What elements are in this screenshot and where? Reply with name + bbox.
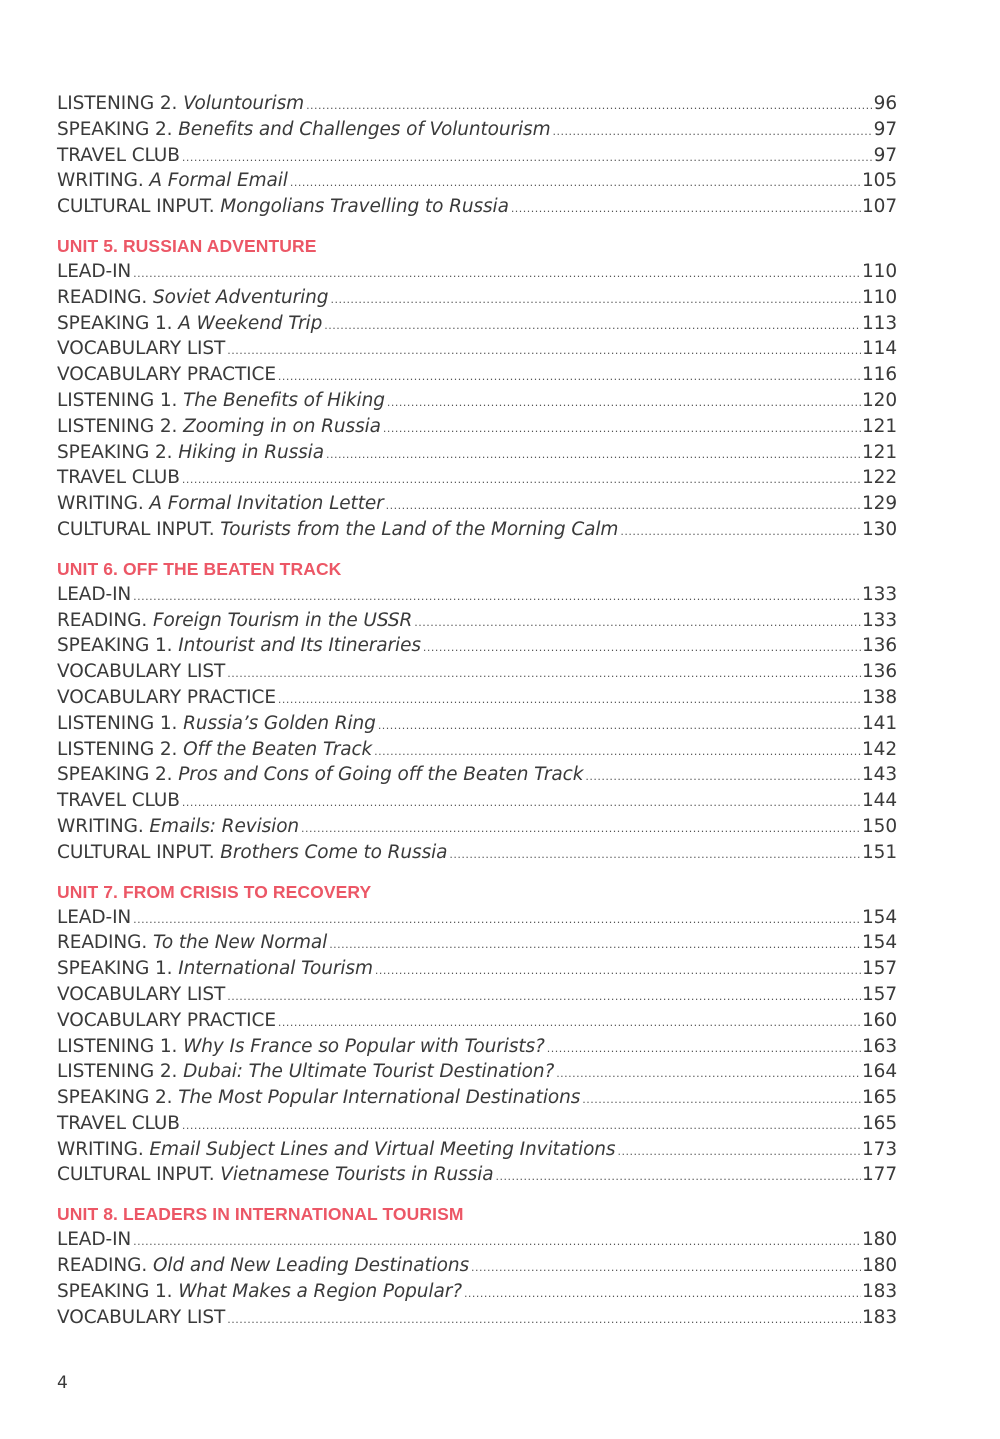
- section-type: WRITING.: [57, 493, 144, 515]
- toc-entry[interactable]: [57, 1279, 897, 1305]
- page-ref: 143: [861, 764, 897, 786]
- section-title: Zooming in on Russia: [183, 415, 381, 437]
- section-type: SPEAKING 1.: [57, 958, 173, 980]
- dot-leader: [278, 364, 861, 390]
- dot-leader: [306, 93, 873, 119]
- section-type: LISTENING 1.: [57, 389, 178, 411]
- table-of-contents: [57, 91, 897, 1330]
- section-type: LISTENING 2.: [57, 738, 178, 760]
- toc-entry[interactable]: [57, 1305, 897, 1331]
- dot-leader: [414, 610, 861, 636]
- toc-entry-label: [57, 1227, 131, 1253]
- toc-entry[interactable]: [57, 1162, 897, 1188]
- toc-entry[interactable]: [57, 117, 897, 143]
- toc-entry-label: [57, 1008, 276, 1034]
- toc-entry-label: [57, 685, 276, 711]
- toc-entry-label: [57, 143, 180, 169]
- section-title: Soviet Adventuring: [152, 286, 329, 308]
- toc-entry[interactable]: [57, 517, 897, 543]
- toc-entry[interactable]: [57, 711, 897, 737]
- section-type: WRITING.: [57, 1138, 144, 1160]
- unit-heading: UNIT 8. LEADERS IN INTERNATIONAL TOURISM: [57, 1204, 464, 1225]
- section-type: SPEAKING 2.: [57, 1087, 173, 1109]
- toc-entry[interactable]: [57, 259, 897, 285]
- toc-entry-label: [57, 1162, 493, 1188]
- section-title: Tourists from the Land of the Morning Calm: [220, 518, 619, 540]
- toc-entry-label: [57, 388, 385, 414]
- unit-heading: UNIT 6. OFF THE BEATEN TRACK: [57, 558, 342, 579]
- toc-entry[interactable]: [57, 762, 897, 788]
- toc-entry[interactable]: [57, 1085, 897, 1111]
- page-ref: 165: [861, 1087, 897, 1109]
- dot-leader: [387, 390, 861, 416]
- page-ref: 110: [861, 260, 897, 282]
- page-ref: 151: [861, 841, 897, 863]
- dot-leader: [227, 661, 861, 687]
- toc-entry-label: [57, 659, 225, 685]
- toc-entry[interactable]: [57, 956, 897, 982]
- section-type: CULTURAL INPUT.: [57, 841, 215, 863]
- section-title: Voluntourism: [183, 93, 305, 114]
- section-title: Russia’s Golden Ring: [183, 712, 376, 734]
- toc-entry-label: [57, 711, 376, 737]
- toc-entry-label: [57, 608, 412, 634]
- toc-entry[interactable]: [57, 1034, 897, 1060]
- page-ref: 121: [861, 415, 897, 437]
- page-ref: 97: [873, 118, 897, 140]
- section-type: LISTENING 2.: [57, 1061, 178, 1083]
- section-type: READING.: [57, 609, 148, 631]
- section-type: VOCABULARY PRACTICE: [57, 1009, 276, 1031]
- toc-entry[interactable]: [57, 440, 897, 466]
- dot-leader: [326, 442, 861, 468]
- page-ref: 180: [861, 1229, 897, 1251]
- toc-entry-label: [57, 91, 304, 117]
- section-type: SPEAKING 1.: [57, 312, 173, 334]
- toc-entry[interactable]: [57, 633, 897, 659]
- section-type: READING.: [57, 1255, 148, 1277]
- toc-entry-label: [57, 336, 225, 362]
- toc-entry[interactable]: [57, 414, 897, 440]
- section-type: TRAVEL CLUB: [57, 790, 180, 812]
- dot-leader: [553, 119, 873, 145]
- dot-leader: [227, 338, 861, 364]
- section-title: International Tourism: [178, 958, 373, 980]
- page-ref: 110: [861, 286, 897, 308]
- toc-entry[interactable]: [57, 465, 897, 491]
- dot-leader: [324, 313, 861, 339]
- section-title: To the New Normal: [152, 932, 328, 954]
- toc-entry[interactable]: [57, 582, 897, 608]
- toc-entry-label: [57, 582, 131, 608]
- toc-entry-label: [57, 1059, 554, 1085]
- toc-entry[interactable]: [57, 1227, 897, 1253]
- page-ref: 154: [861, 932, 897, 954]
- section-title: The Most Popular International Destinations: [178, 1087, 581, 1109]
- page-ref: 116: [861, 364, 897, 386]
- dot-leader: [495, 1164, 861, 1190]
- toc-entry-label: [57, 788, 180, 814]
- dot-leader: [133, 907, 861, 933]
- toc-entry-label: [57, 1085, 580, 1111]
- section-title: What Makes a Region Popular?: [178, 1280, 462, 1302]
- toc-entry-label: [57, 1305, 225, 1331]
- section-type: LISTENING 2.: [57, 93, 178, 114]
- dot-leader: [227, 1307, 861, 1333]
- dot-leader: [182, 1113, 861, 1139]
- toc-entry-label: [57, 1034, 545, 1060]
- page-ref: 157: [861, 958, 897, 980]
- toc-entry[interactable]: [57, 905, 897, 931]
- section-type: CULTURAL INPUT.: [57, 1164, 215, 1186]
- toc-entry-label: [57, 285, 328, 311]
- page-ref: 133: [861, 583, 897, 605]
- toc-entry-label: [57, 491, 384, 517]
- dot-leader: [378, 713, 861, 739]
- toc-entry[interactable]: [57, 1111, 897, 1137]
- section-type: SPEAKING 2.: [57, 764, 173, 786]
- section-title: Vietnamese Tourists in Russia: [220, 1164, 494, 1186]
- section-type: LISTENING 2.: [57, 415, 178, 437]
- section-title: Benefits and Challenges of Voluntourism: [178, 118, 551, 140]
- toc-entry-label: [57, 311, 322, 337]
- page-ref: 114: [861, 338, 897, 360]
- section-type: LISTENING 1.: [57, 1035, 178, 1057]
- dot-leader: [511, 196, 861, 222]
- page-ref: 120: [861, 389, 897, 411]
- unit-heading: UNIT 7. FROM CRISIS TO RECOVERY: [57, 881, 372, 902]
- toc-entry[interactable]: [57, 930, 897, 956]
- toc-entry-label: [57, 737, 372, 763]
- toc-entry-label: [57, 1279, 462, 1305]
- section-type: TRAVEL CLUB: [57, 467, 180, 489]
- dot-leader: [375, 958, 861, 984]
- toc-entry-label: [57, 259, 131, 285]
- page-ref: 136: [861, 661, 897, 683]
- toc-entry[interactable]: [57, 143, 897, 169]
- page-ref: 133: [861, 609, 897, 631]
- section-title: Mongolians Travelling to Russia: [220, 196, 509, 218]
- dot-leader: [617, 1139, 861, 1165]
- dot-leader: [133, 1229, 861, 1255]
- section-title: Foreign Tourism in the USSR: [152, 609, 413, 631]
- section-title: Emails: Revision: [149, 815, 300, 837]
- section-type: LEAD-IN: [57, 1229, 132, 1251]
- dot-leader: [582, 1087, 861, 1113]
- section-title: Email Subject Lines and Virtual Meeting Invitations: [149, 1138, 616, 1160]
- section-title: A Formal Email: [149, 170, 288, 192]
- dot-leader: [386, 493, 861, 519]
- section-title: Brothers Come to Russia: [220, 841, 448, 863]
- section-type: SPEAKING 1.: [57, 1280, 173, 1302]
- toc-entry-label: [57, 414, 381, 440]
- toc-entry[interactable]: [57, 982, 897, 1008]
- toc-entry-label: [57, 1111, 180, 1137]
- dot-leader: [620, 519, 861, 545]
- section-title: Intourist and Its Itineraries: [178, 635, 421, 657]
- section-title: Pros and Cons of Going off the Beaten Track: [178, 764, 584, 786]
- toc-entry[interactable]: [57, 311, 897, 337]
- toc-entry-label: [57, 956, 373, 982]
- toc-entry[interactable]: [57, 1137, 897, 1163]
- page-ref: 183: [861, 1306, 897, 1328]
- section-type: VOCABULARY LIST: [57, 983, 226, 1005]
- toc-entry-label: [57, 762, 583, 788]
- toc-entry-label: [57, 840, 447, 866]
- section-type: VOCABULARY LIST: [57, 661, 226, 683]
- page-ref: 154: [861, 906, 897, 928]
- section-type: VOCABULARY LIST: [57, 338, 226, 360]
- page-ref: 138: [861, 686, 897, 708]
- section-title: A Formal Invitation Letter: [149, 493, 384, 515]
- page-ref: 105: [861, 170, 897, 192]
- toc-entry[interactable]: [57, 491, 897, 517]
- section-type: WRITING.: [57, 170, 144, 192]
- page-number: 4: [57, 1373, 68, 1393]
- section-type: LEAD-IN: [57, 260, 132, 282]
- dot-leader: [227, 984, 861, 1010]
- dot-leader: [471, 1255, 861, 1281]
- section-title: A Weekend Trip: [178, 312, 323, 334]
- page-ref: 173: [861, 1138, 897, 1160]
- toc-entry[interactable]: [57, 168, 897, 194]
- dot-leader: [133, 584, 861, 610]
- toc-entry[interactable]: [57, 840, 897, 866]
- section-title: The Benefits of Hiking: [183, 389, 385, 411]
- dot-leader: [301, 816, 861, 842]
- toc-entry-label: [57, 814, 299, 840]
- page-ref: 164: [861, 1061, 897, 1083]
- dot-leader: [182, 467, 861, 493]
- section-type: TRAVEL CLUB: [57, 1112, 180, 1134]
- page-ref: 150: [861, 815, 897, 837]
- page-ref: 163: [861, 1035, 897, 1057]
- toc-entry-label: [57, 440, 324, 466]
- toc-entry-label: [57, 517, 618, 543]
- page-ref: 141: [861, 712, 897, 734]
- toc-entry[interactable]: [57, 388, 897, 414]
- toc-entry-label: [57, 1137, 615, 1163]
- toc-entry[interactable]: [57, 91, 897, 117]
- section-type: VOCABULARY LIST: [57, 1306, 226, 1328]
- dot-leader: [547, 1036, 861, 1062]
- section-type: READING.: [57, 286, 148, 308]
- section-title: Old and New Leading Destinations: [152, 1255, 470, 1277]
- dot-leader: [278, 687, 861, 713]
- toc-entry[interactable]: [57, 788, 897, 814]
- section-type: CULTURAL INPUT.: [57, 196, 215, 218]
- section-type: LEAD-IN: [57, 906, 132, 928]
- toc-entry-label: [57, 930, 327, 956]
- section-type: VOCABULARY PRACTICE: [57, 686, 276, 708]
- toc-entry-label: [57, 1253, 469, 1279]
- toc-entry[interactable]: [57, 1253, 897, 1279]
- section-title: Dubai: The Ultimate Tourist Destination?: [183, 1061, 555, 1083]
- section-type: SPEAKING 2.: [57, 441, 173, 463]
- toc-entry[interactable]: [57, 737, 897, 763]
- toc-entry-label: [57, 982, 225, 1008]
- section-type: WRITING.: [57, 815, 144, 837]
- toc-entry[interactable]: [57, 1059, 897, 1085]
- section-title: Off the Beaten Track: [183, 738, 373, 760]
- dot-leader: [278, 1010, 861, 1036]
- dot-leader: [182, 790, 861, 816]
- section-type: TRAVEL CLUB: [57, 144, 180, 166]
- page-ref: 121: [861, 441, 897, 463]
- toc-entry-label: [57, 465, 180, 491]
- unit-heading: UNIT 5. RUSSIAN ADVENTURE: [57, 235, 317, 256]
- toc-entry[interactable]: [57, 608, 897, 634]
- dot-leader: [329, 932, 861, 958]
- dot-leader: [330, 287, 861, 313]
- toc-entry[interactable]: [57, 685, 897, 711]
- toc-entry-label: [57, 194, 509, 220]
- toc-entry-label: [57, 633, 421, 659]
- page-ref: 165: [861, 1112, 897, 1134]
- page-ref: 96: [873, 93, 897, 114]
- page-ref: 129: [861, 493, 897, 515]
- page-ref: 157: [861, 983, 897, 1005]
- page-ref: 113: [861, 312, 897, 334]
- section-title: Why Is France so Popular with Tourists?: [183, 1035, 545, 1057]
- toc-entry-label: [57, 362, 276, 388]
- dot-leader: [383, 416, 861, 442]
- section-type: SPEAKING 2.: [57, 118, 173, 140]
- section-type: SPEAKING 1.: [57, 635, 173, 657]
- page-ref: 180: [861, 1255, 897, 1277]
- page-ref: 142: [861, 738, 897, 760]
- section-type: READING.: [57, 932, 148, 954]
- page-ref: 177: [861, 1164, 897, 1186]
- toc-entry[interactable]: [57, 1008, 897, 1034]
- section-title: Hiking in Russia: [178, 441, 324, 463]
- dot-leader: [449, 842, 861, 868]
- toc-entry-label: [57, 117, 551, 143]
- page-ref: 144: [861, 790, 897, 812]
- toc-entry[interactable]: [57, 285, 897, 311]
- page-ref: 160: [861, 1009, 897, 1031]
- toc-entry[interactable]: [57, 362, 897, 388]
- dot-leader: [290, 170, 861, 196]
- toc-entry[interactable]: [57, 659, 897, 685]
- dot-leader: [464, 1281, 861, 1307]
- toc-entry[interactable]: [57, 814, 897, 840]
- section-type: VOCABULARY PRACTICE: [57, 364, 276, 386]
- dot-leader: [182, 145, 873, 171]
- section-type: LISTENING 1.: [57, 712, 178, 734]
- page-ref: 122: [861, 467, 897, 489]
- dot-leader: [585, 764, 861, 790]
- toc-entry[interactable]: [57, 336, 897, 362]
- toc-entry-label: [57, 905, 131, 931]
- dot-leader: [374, 739, 861, 765]
- page-ref: 183: [861, 1280, 897, 1302]
- dot-leader: [133, 261, 861, 287]
- page-ref: 130: [861, 518, 897, 540]
- dot-leader: [556, 1061, 861, 1087]
- section-type: CULTURAL INPUT.: [57, 518, 215, 540]
- section-type: LEAD-IN: [57, 583, 132, 605]
- dot-leader: [423, 635, 861, 661]
- toc-entry-label: [57, 168, 288, 194]
- page-ref: 97: [873, 144, 897, 166]
- page-ref: 107: [861, 196, 897, 218]
- page-ref: 136: [861, 635, 897, 657]
- toc-entry[interactable]: [57, 194, 897, 220]
